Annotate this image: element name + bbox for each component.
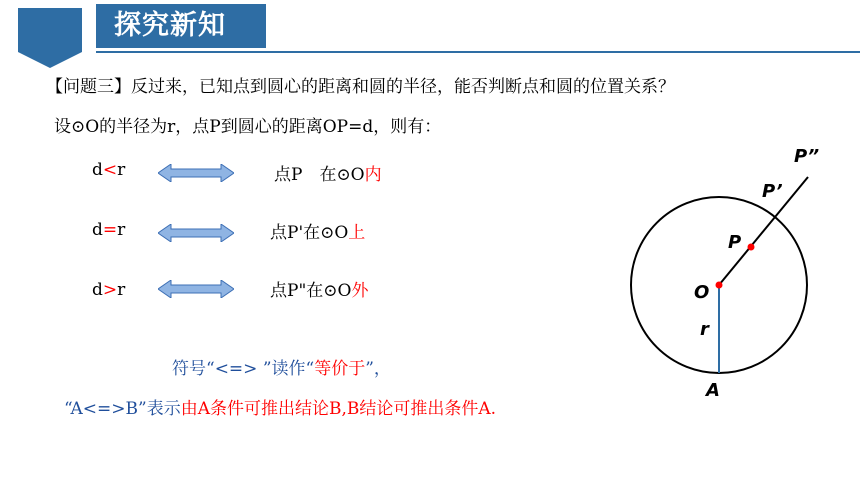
page-title: 探究新知 xyxy=(96,4,266,48)
relation-left-outside xyxy=(92,280,125,300)
equivalence-meaning xyxy=(64,394,496,419)
label-o: O xyxy=(694,282,710,303)
relation-operator: > xyxy=(102,280,118,300)
note-text: “A<=>B”表示 xyxy=(64,399,181,419)
relation-r: r xyxy=(117,160,126,180)
relation-statement: 点P"在⊙O xyxy=(270,281,352,301)
question-prefix: 【问题三】 xyxy=(46,77,131,97)
double-arrow-icon xyxy=(158,164,234,182)
setup-line: 设⊙O的半径为r，点P到圆心的距离OP=d，则有： xyxy=(54,117,442,137)
relation-d: d xyxy=(92,160,103,180)
relation-r: r xyxy=(117,220,126,240)
note-meaning: 由A条件可推出结论B,B结论可推出条件A. xyxy=(180,399,497,419)
relation-right-outside xyxy=(270,276,368,301)
label-r: r xyxy=(700,319,709,340)
note-text: ”， xyxy=(365,359,391,379)
relation-statement: 点P 在⊙O xyxy=(274,165,365,185)
note-text: 符号“<=> ”读作“ xyxy=(172,359,315,379)
point-p xyxy=(748,244,755,251)
equivalence-note xyxy=(172,354,391,379)
relation-left-inside xyxy=(92,160,125,180)
relation-statement: 点P'在⊙O xyxy=(270,223,349,243)
label-p: P xyxy=(728,232,742,253)
relation-r: r xyxy=(117,280,126,300)
double-arrow-icon xyxy=(158,224,234,242)
header-corner-shape xyxy=(18,8,82,68)
double-arrow-icon xyxy=(158,280,234,298)
relation-operator: = xyxy=(102,220,118,240)
relation-position: 上 xyxy=(348,223,366,243)
relation-d: d xyxy=(92,220,103,240)
center-point xyxy=(716,282,723,289)
relation-right-inside xyxy=(274,160,382,185)
circle-diagram xyxy=(620,140,850,410)
relation-position: 外 xyxy=(351,281,369,301)
question-text: 反过来，已知点到圆心的距离和圆的半径，能否判断点和圆的位置关系？ xyxy=(131,77,675,97)
label-a: A xyxy=(706,380,720,401)
label-p-double-prime: P” xyxy=(794,146,820,167)
note-term: 等价于 xyxy=(314,359,366,379)
relation-operator: < xyxy=(102,160,118,180)
relation-d: d xyxy=(92,280,103,300)
question-line xyxy=(46,72,675,97)
relation-right-on xyxy=(270,218,365,243)
relation-left-on xyxy=(92,220,125,240)
label-p-prime: P’ xyxy=(762,181,783,202)
title-underline xyxy=(96,51,860,53)
relation-position: 内 xyxy=(364,165,382,185)
